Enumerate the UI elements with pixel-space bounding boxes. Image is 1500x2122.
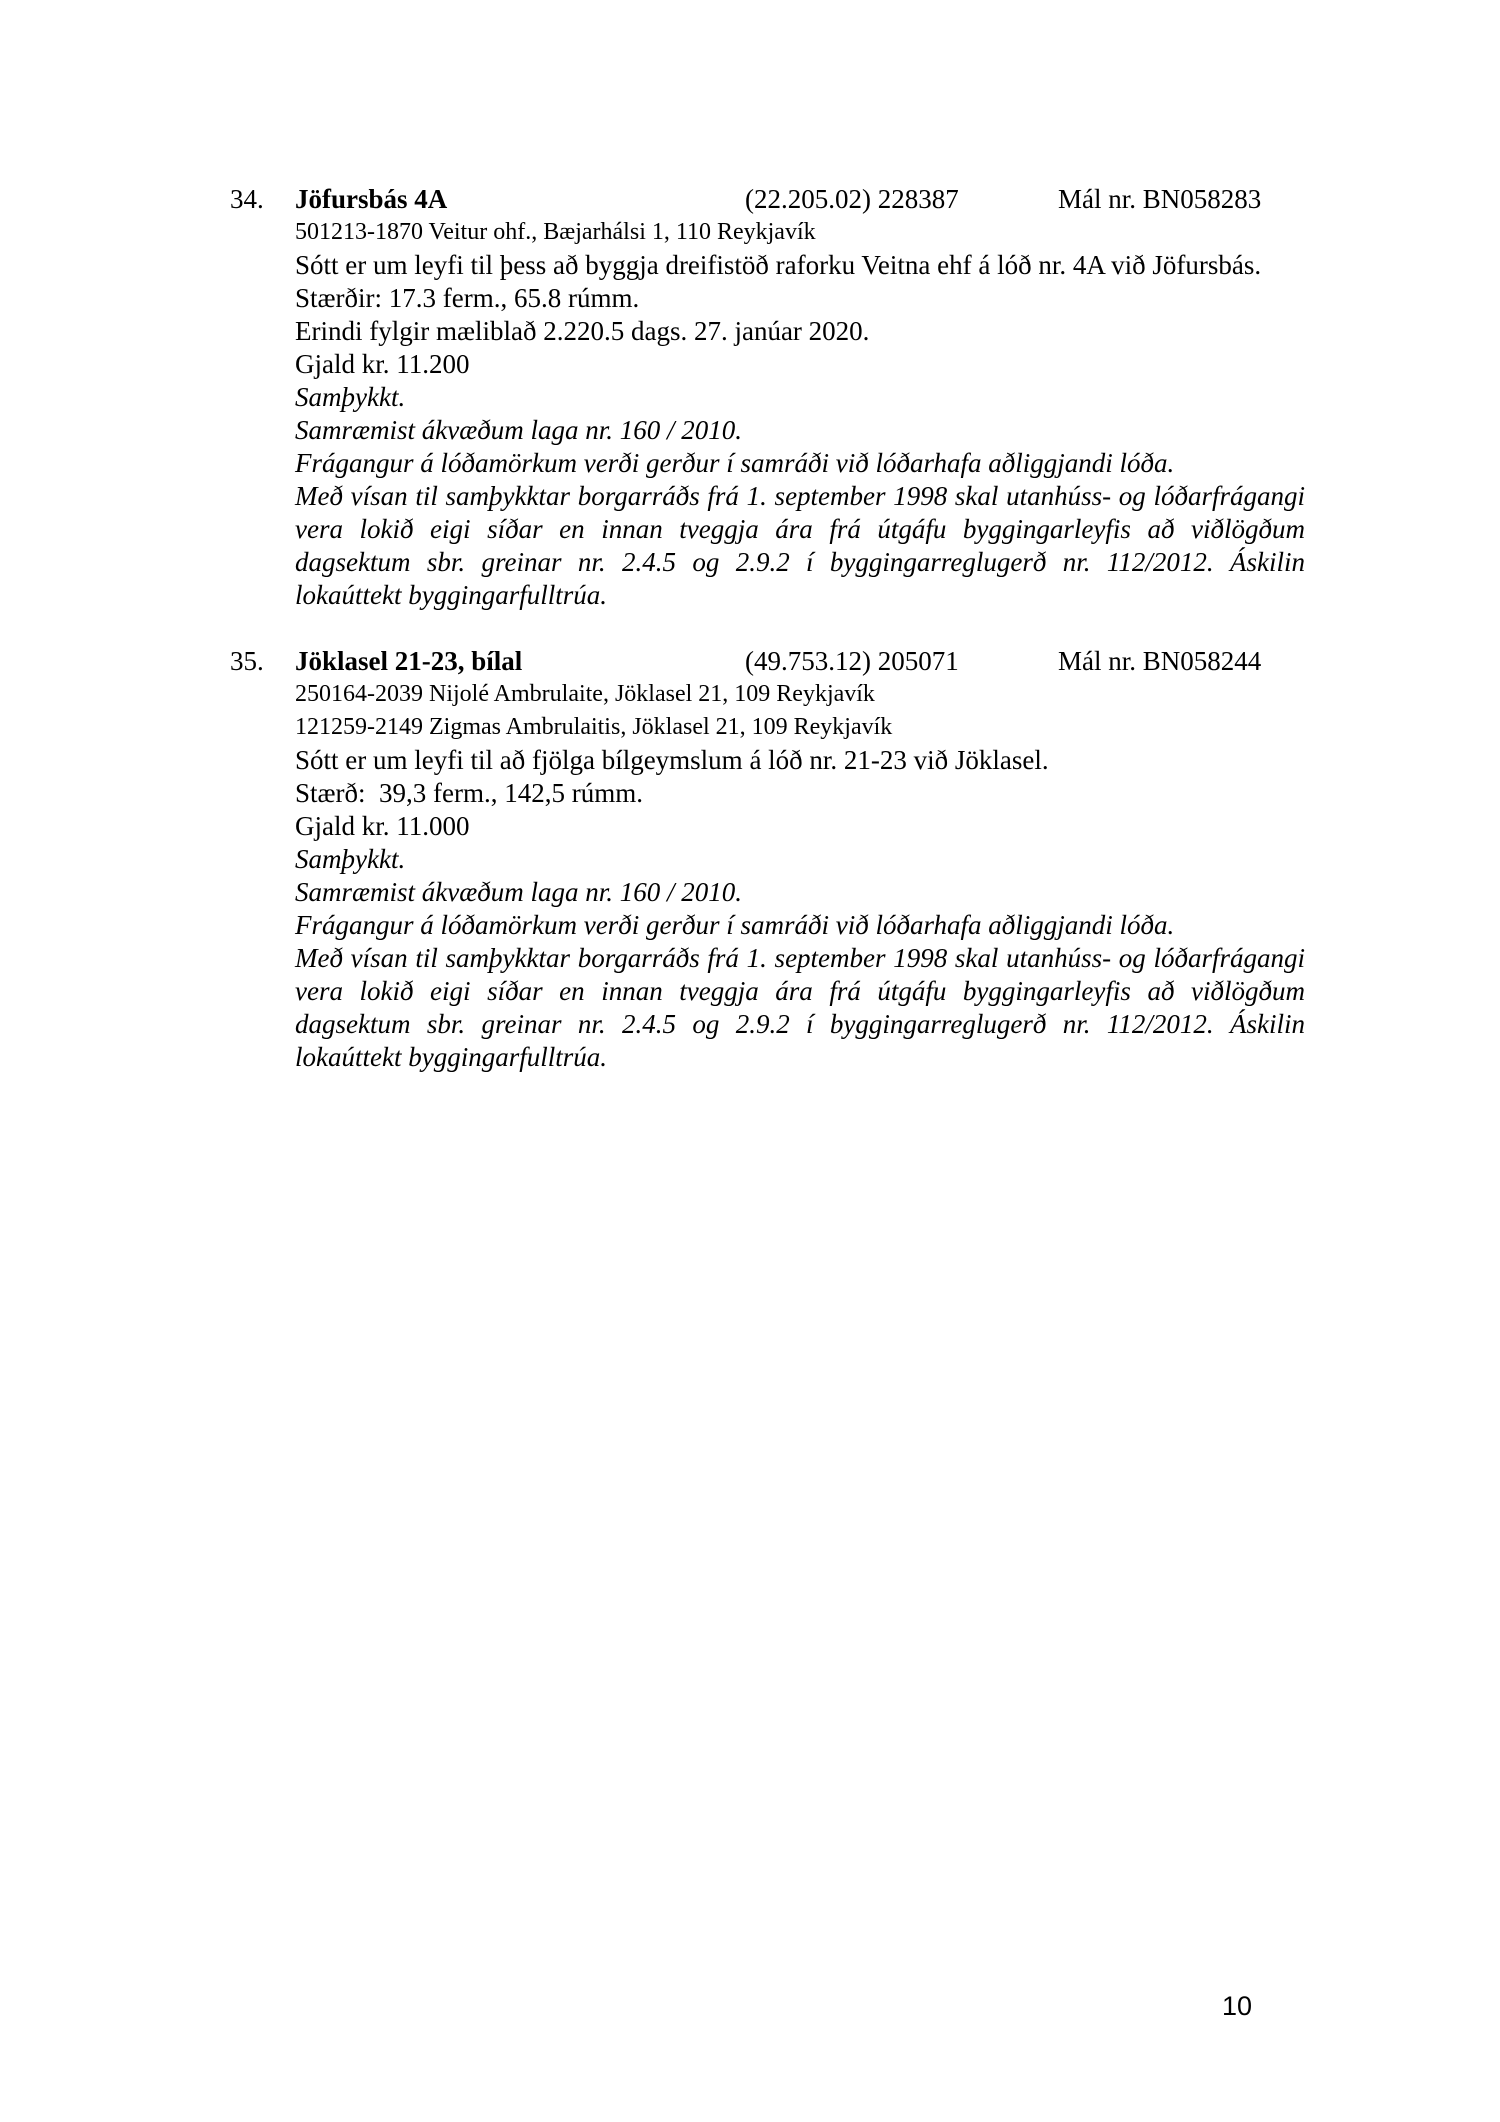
deadline-note: Með vísan til samþykktar borgarráðs frá 1. september 1998 skal utanhúss- og lóðarfrágangi vera lokið eigi síðar en innan tveggja ára frá útgáfu byggingarleyfis að viðlögðum dagsektum sbr. greinar nr. 2.4.5 og 2.9.2 í byggingarreglugerð nr. 112/2012. Áskilin lokaúttekt byggingarfulltrúa.	[295, 943, 1305, 1072]
item-title: Jöfursbás 4A	[295, 184, 448, 214]
boundary-note: Frágangur á lóðamörkum verði gerður í samráði við lóðarhafa aðliggjandi lóða.	[295, 448, 1175, 478]
attachment-line: Erindi fylgir mæliblað 2.220.5 dags. 27. janúar 2020.	[295, 316, 870, 346]
legal-note: Samræmist ákvæðum laga nr. 160 / 2010.	[295, 877, 743, 907]
page-number: 10	[1222, 1991, 1253, 2021]
item-ref-code: (49.753.12) 205071	[745, 646, 959, 676]
item-number: 34.	[230, 184, 264, 214]
approval-status: Samþykkt.	[295, 844, 406, 874]
fee-line: Gjald kr. 11.000	[295, 811, 470, 841]
legal-note: Samræmist ákvæðum laga nr. 160 / 2010.	[295, 415, 743, 445]
item-number: 35.	[230, 646, 264, 676]
deadline-note: Með vísan til samþykktar borgarráðs frá 1. september 1998 skal utanhúss- og lóðarfrágangi vera lokið eigi síðar en innan tveggja ára frá útgáfu byggingarleyfis að viðlögðum dagsektum sbr. greinar nr. 2.4.5 og 2.9.2 í byggingarreglugerð nr. 112/2012. Áskilin lokaúttekt byggingarfulltrúa.	[295, 481, 1305, 610]
size-line: Stærðir: 17.3 ferm., 65.8 rúmm.	[295, 283, 640, 313]
item-title: Jöklasel 21-23, bílal	[295, 646, 523, 676]
item-body	[295, 216, 1305, 612]
item-ref-code: (22.205.02) 228387	[745, 184, 959, 214]
item-case-number: Mál nr. BN058283	[1058, 184, 1262, 214]
item-header	[230, 183, 1305, 216]
item-body	[295, 678, 1305, 1074]
description-paragraph: Sótt er um leyfi til þess að byggja dreifistöð raforku Veitna ehf á lóð nr. 4A við Jöfursbás.	[295, 250, 1262, 280]
fee-line: Gjald kr. 11.200	[295, 349, 470, 379]
owner-line: 121259-2149 Zigmas Ambrulaitis, Jöklasel 21, 109 Reykjavík	[295, 714, 893, 740]
boundary-note: Frágangur á lóðamörkum verði gerður í samráði við lóðarhafa aðliggjandi lóða.	[295, 910, 1175, 940]
size-line: Stærð: 39,3 ferm., 142,5 rúmm.	[295, 778, 643, 808]
approval-status: Samþykkt.	[295, 382, 406, 412]
item-case-number: Mál nr. BN058244	[1058, 646, 1262, 676]
agenda-item-35	[230, 645, 1305, 1074]
item-header	[230, 645, 1305, 678]
owner-line: 501213-1870 Veitur ohf., Bæjarhálsi 1, 110 Reykjavík	[295, 219, 816, 245]
page-content	[230, 183, 1305, 1107]
agenda-item-34	[230, 183, 1305, 612]
owner-line: 250164-2039 Nijolé Ambrulaite, Jöklasel 21, 109 Reykjavík	[295, 681, 875, 707]
description-paragraph: Sótt er um leyfi til að fjölga bílgeymslum á lóð nr. 21-23 við Jöklasel.	[295, 745, 1049, 775]
